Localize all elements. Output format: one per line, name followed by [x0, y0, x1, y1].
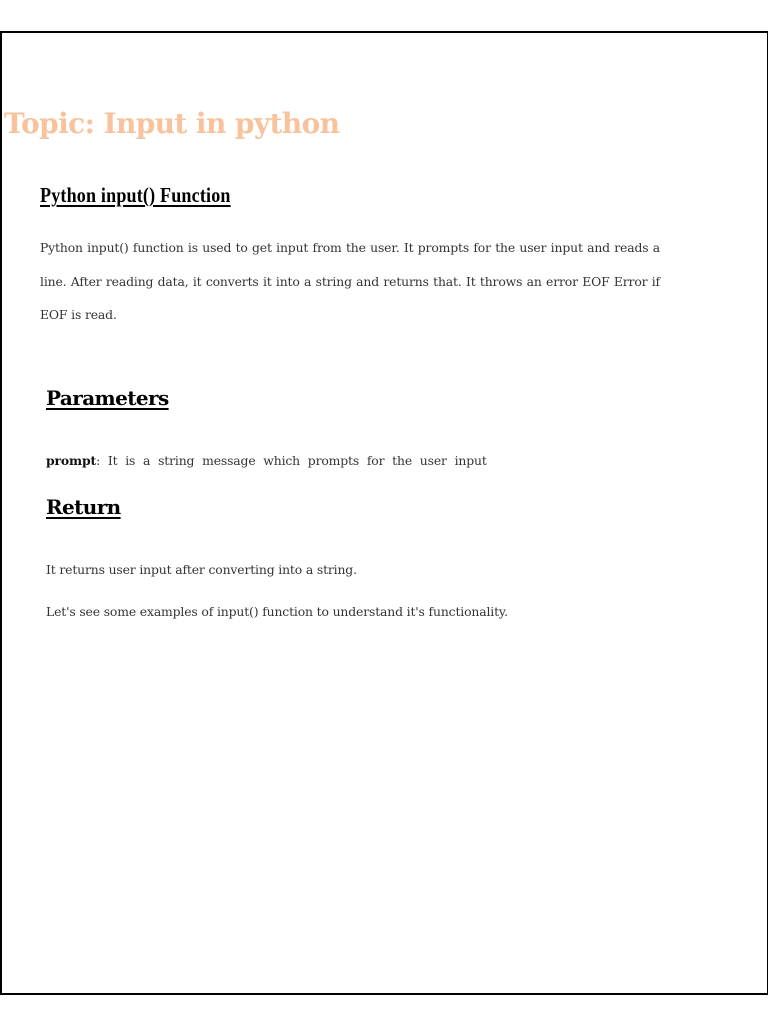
return-description: It returns user input after converting into a string.	[46, 562, 357, 577]
examples-intro: Let's see some examples of input() function to understand it's functionality.	[46, 604, 508, 619]
prompt-description: : It is a string message which prompts for the user input	[96, 453, 487, 468]
function-description: Python input() function is used to get input from the user. It prompts for the user input and reads a line. After reading data, it converts it into a string and returns that. It throws an error EOF Error if EOF is read.	[40, 240, 660, 322]
topic-title: Topic: Input in python	[4, 107, 340, 140]
return-heading: Return	[46, 495, 121, 519]
document-page	[0, 31, 768, 995]
prompt-term: prompt	[46, 453, 97, 468]
function-heading: Python input() Function	[40, 183, 231, 207]
parameters-heading: Parameters	[46, 386, 169, 410]
prompt-parameter	[46, 453, 487, 468]
